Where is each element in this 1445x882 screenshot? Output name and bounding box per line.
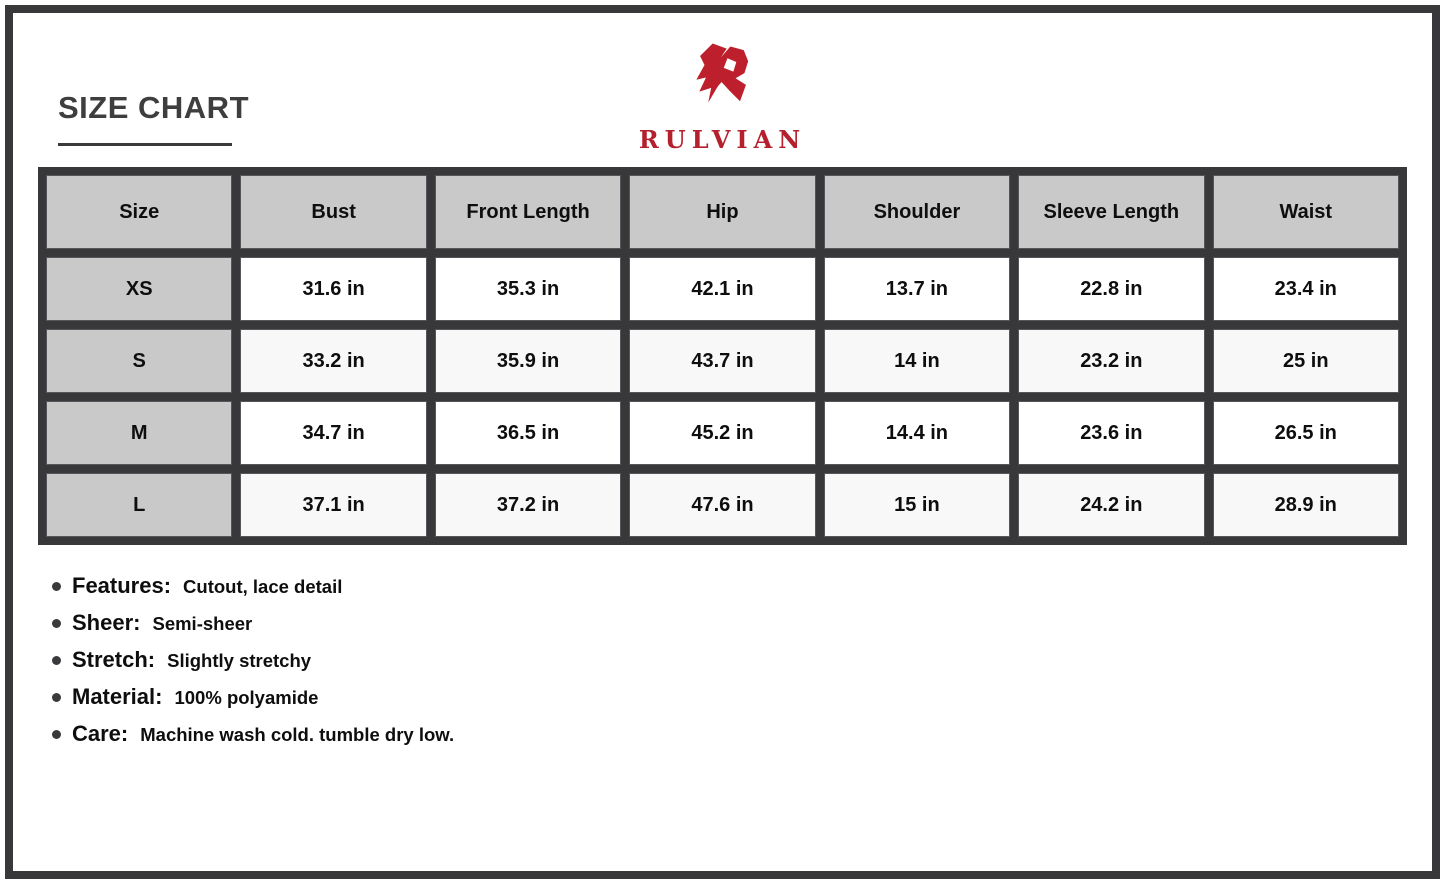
table-cell-shoulder: 15 in xyxy=(824,473,1010,537)
table-cell-front-length: 35.3 in xyxy=(435,257,621,321)
table-cell-bust: 34.7 in xyxy=(240,401,426,465)
table-row-m xyxy=(46,401,1399,465)
brand-logo xyxy=(0,36,1445,154)
table-cell-front-length: 35.9 in xyxy=(435,329,621,393)
table-cell-shoulder: 13.7 in xyxy=(824,257,1010,321)
detail-label: Features: xyxy=(72,573,172,598)
column-header-bust: Bust xyxy=(240,175,426,249)
product-details-list xyxy=(52,573,454,758)
row-size-label: L xyxy=(46,473,232,537)
table-row-l xyxy=(46,473,1399,537)
detail-value: Semi-sheer xyxy=(152,613,253,634)
table-cell-front-length: 37.2 in xyxy=(435,473,621,537)
table-cell-waist: 23.4 in xyxy=(1213,257,1399,321)
detail-label: Stretch: xyxy=(72,647,156,672)
table-header-row xyxy=(46,175,1399,249)
table-cell-shoulder: 14 in xyxy=(824,329,1010,393)
brand-wordmark: RULVIAN xyxy=(638,125,807,154)
table-cell-sleeve-length: 23.6 in xyxy=(1018,401,1204,465)
detail-item-features xyxy=(52,573,454,599)
rulvian-logo-icon xyxy=(686,36,760,122)
table-cell-waist: 28.9 in xyxy=(1213,473,1399,537)
column-header-sleeve-length: Sleeve Length xyxy=(1018,175,1204,249)
detail-item-material xyxy=(52,684,454,710)
column-header-shoulder: Shoulder xyxy=(824,175,1010,249)
row-size-label: M xyxy=(46,401,232,465)
table-cell-sleeve-length: 22.8 in xyxy=(1018,257,1204,321)
detail-value: Cutout, lace detail xyxy=(183,576,343,597)
column-header-size: Size xyxy=(46,175,232,249)
table-cell-bust: 37.1 in xyxy=(240,473,426,537)
detail-value: 100% polyamide xyxy=(174,687,319,708)
row-size-label: XS xyxy=(46,257,232,321)
table-row-s xyxy=(46,329,1399,393)
table-cell-front-length: 36.5 in xyxy=(435,401,621,465)
bullet-icon xyxy=(52,693,61,702)
table-cell-waist: 26.5 in xyxy=(1213,401,1399,465)
table-cell-shoulder: 14.4 in xyxy=(824,401,1010,465)
table-cell-waist: 25 in xyxy=(1213,329,1399,393)
bullet-icon xyxy=(52,656,61,665)
table-cell-hip: 42.1 in xyxy=(629,257,815,321)
size-chart-table xyxy=(38,167,1407,545)
detail-item-care xyxy=(52,721,454,747)
column-header-hip: Hip xyxy=(629,175,815,249)
column-header-waist: Waist xyxy=(1213,175,1399,249)
bullet-icon xyxy=(52,582,61,591)
detail-item-sheer xyxy=(52,610,454,636)
detail-label: Sheer: xyxy=(72,610,141,635)
detail-value: Slightly stretchy xyxy=(167,650,312,671)
detail-item-stretch xyxy=(52,647,454,673)
table-cell-sleeve-length: 24.2 in xyxy=(1018,473,1204,537)
table-cell-bust: 31.6 in xyxy=(240,257,426,321)
detail-label: Care: xyxy=(72,721,129,746)
page-title: SIZE CHART xyxy=(58,90,249,125)
detail-value: Machine wash cold. tumble dry low. xyxy=(140,724,455,745)
table-cell-hip: 43.7 in xyxy=(629,329,815,393)
table-cell-bust: 33.2 in xyxy=(240,329,426,393)
row-size-label: S xyxy=(46,329,232,393)
table-cell-hip: 45.2 in xyxy=(629,401,815,465)
column-header-front-length: Front Length xyxy=(435,175,621,249)
table-cell-hip: 47.6 in xyxy=(629,473,815,537)
bullet-icon xyxy=(52,619,61,628)
table-cell-sleeve-length: 23.2 in xyxy=(1018,329,1204,393)
table-row-xs xyxy=(46,257,1399,321)
detail-label: Material: xyxy=(72,684,163,709)
bullet-icon xyxy=(52,730,61,739)
